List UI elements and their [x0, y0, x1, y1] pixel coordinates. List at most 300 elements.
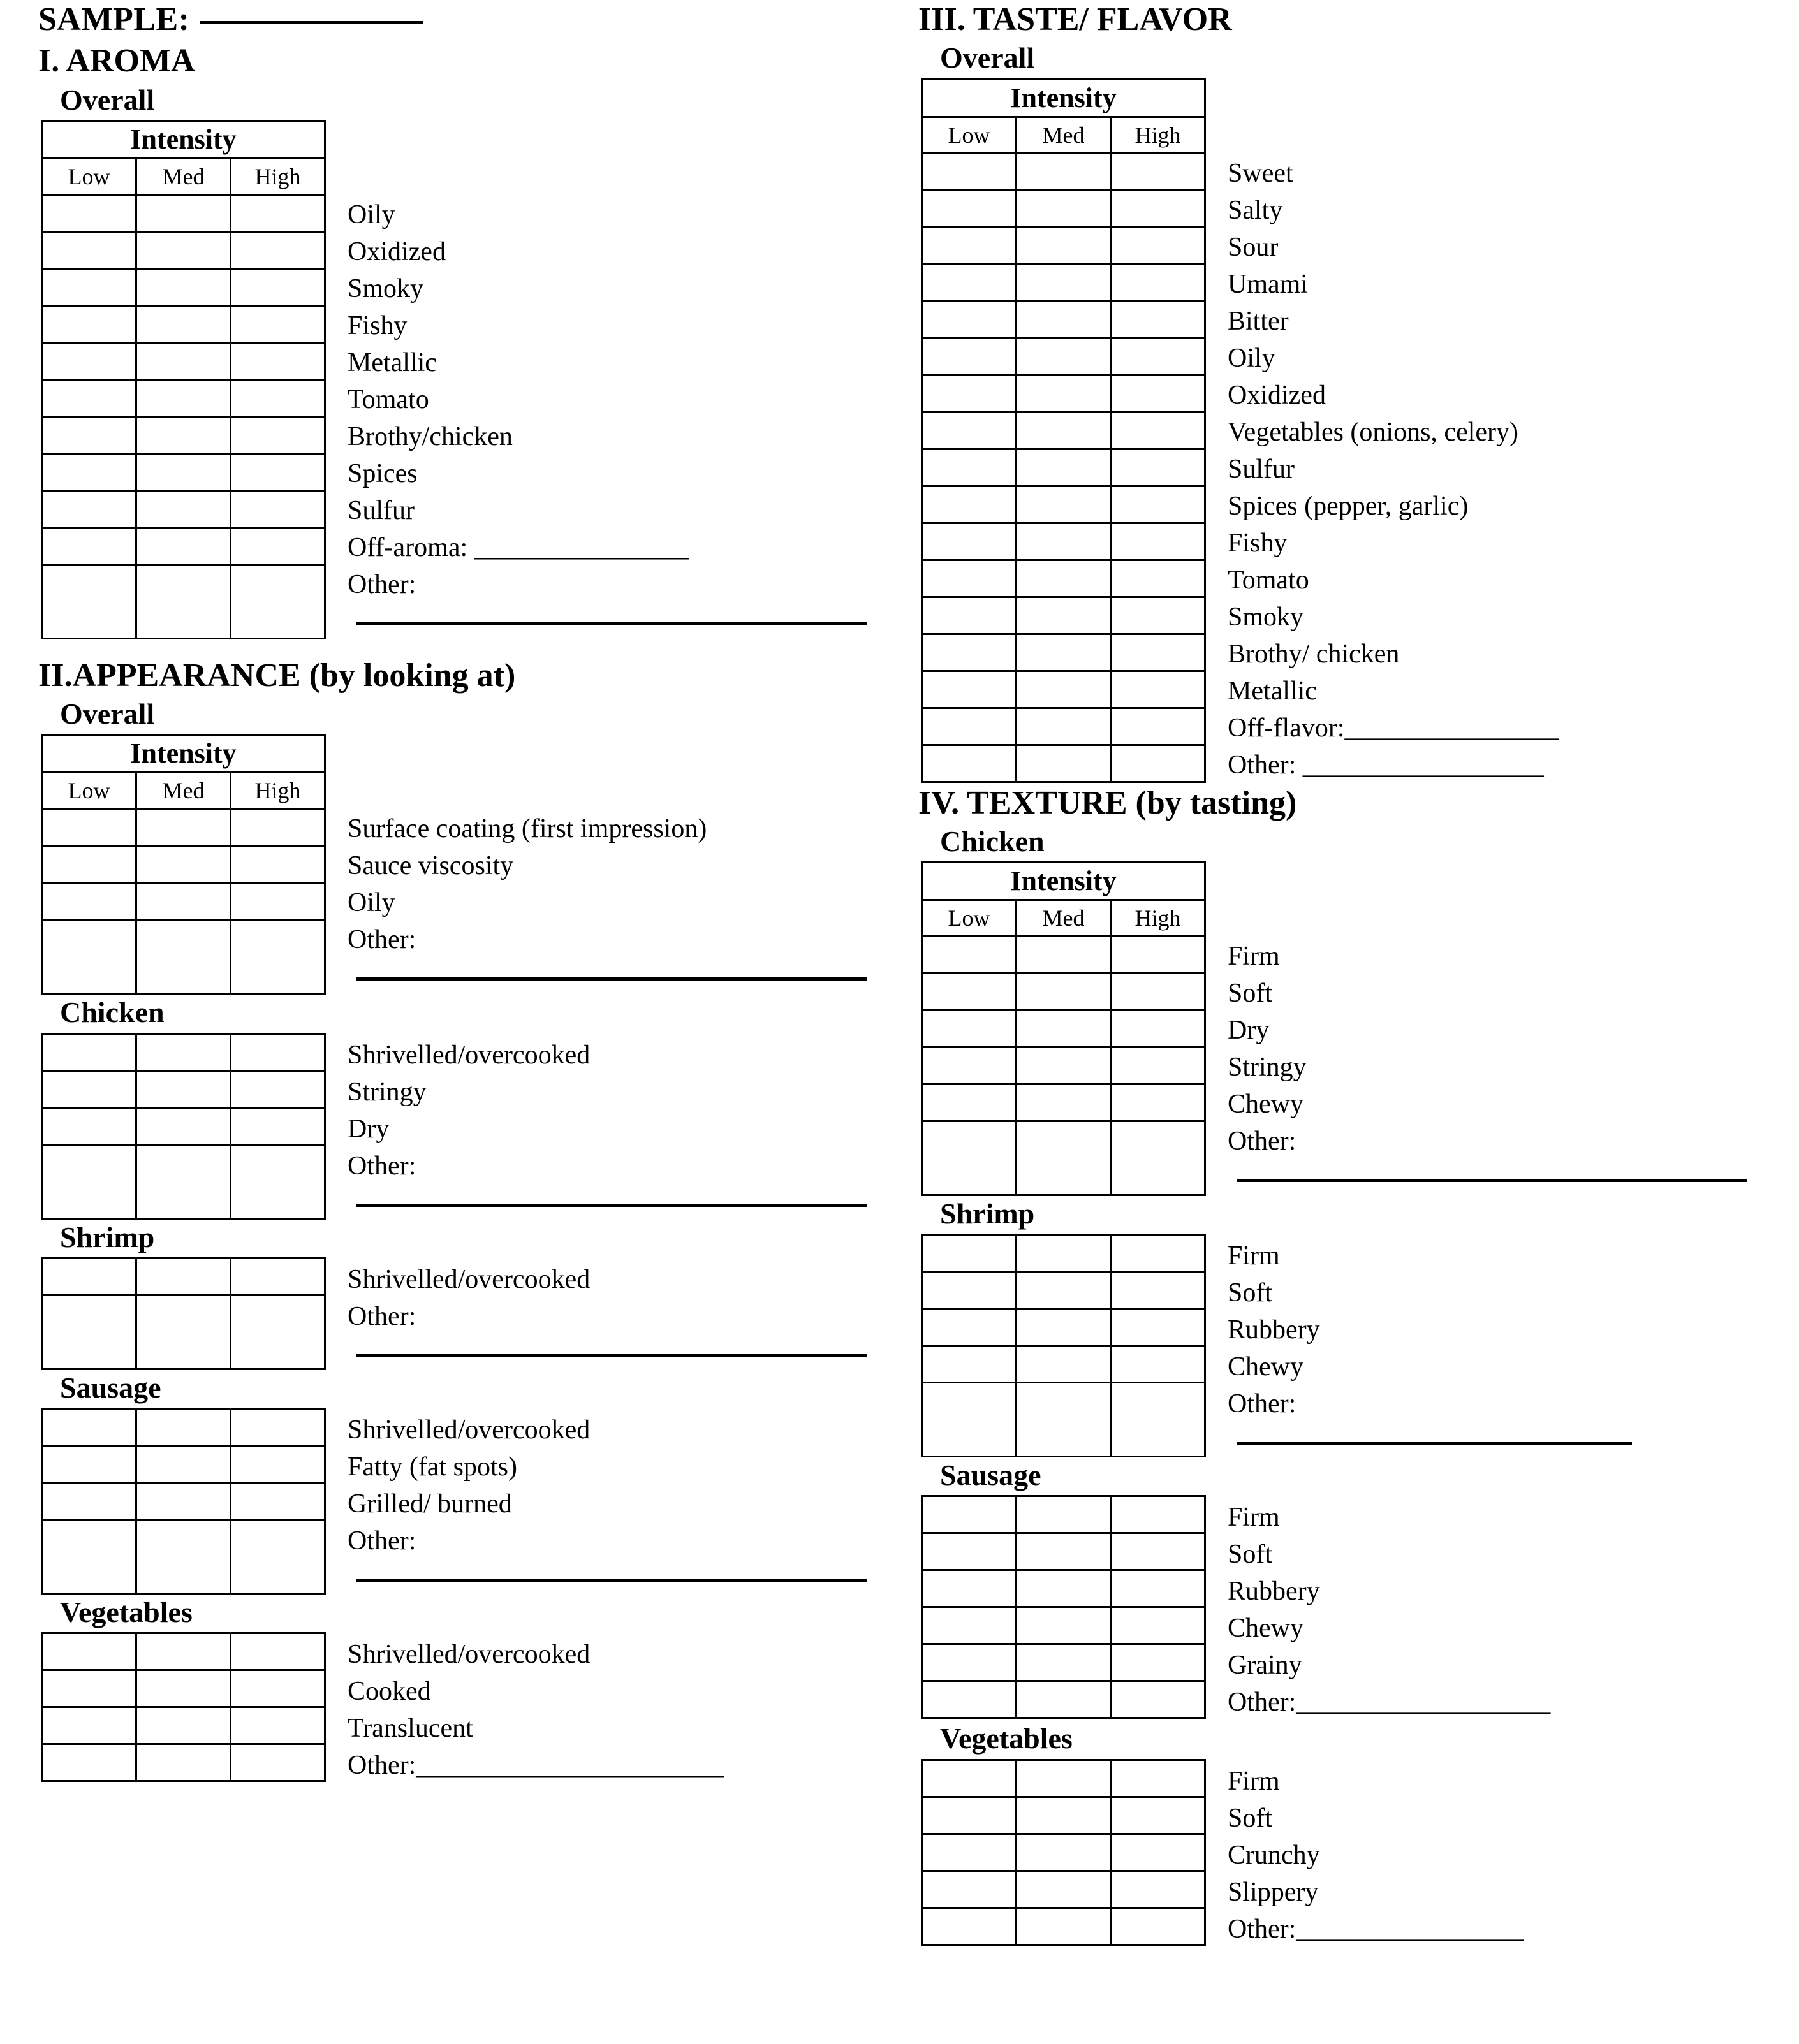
rating-cell-high[interactable] — [231, 1707, 325, 1744]
section-title-taste: III. TASTE/ FLAVOR — [918, 1, 1232, 38]
rating-cell-high[interactable] — [231, 564, 325, 638]
rating-cell-low[interactable] — [42, 1633, 136, 1670]
list-item-other[interactable]: Other:___________________ — [1228, 1688, 1551, 1718]
rating-cell-med[interactable] — [1017, 1121, 1111, 1195]
intensity-high-header: High — [1111, 117, 1205, 153]
appearance-sausage-labels — [326, 1408, 867, 1582]
rating-cell-high[interactable] — [231, 1483, 325, 1520]
sample-blank-line[interactable] — [200, 21, 423, 24]
rating-cell-low[interactable] — [922, 745, 1017, 782]
rating-cell-high[interactable] — [231, 1446, 325, 1483]
taste-intensity-grid[interactable] — [921, 78, 1206, 783]
rating-cell-med[interactable] — [1017, 1570, 1111, 1607]
appearance-vegetables-block — [38, 1632, 906, 1784]
rating-cell-low[interactable] — [42, 883, 136, 920]
table-row — [42, 1633, 325, 1670]
rating-cell-high[interactable] — [231, 416, 325, 453]
rating-cell-med[interactable] — [1017, 523, 1111, 560]
rating-cell-med[interactable] — [136, 1520, 231, 1594]
rating-cell-low[interactable] — [922, 1871, 1017, 1908]
rating-cell-low[interactable] — [922, 560, 1017, 597]
rating-cell-high[interactable] — [1111, 1011, 1205, 1048]
appearance-sausage-grid[interactable] — [41, 1408, 326, 1595]
rating-cell-med[interactable] — [136, 846, 231, 883]
list-item: Fatty (fat spots) — [348, 1452, 517, 1482]
rating-cell-med[interactable] — [136, 564, 231, 638]
rating-cell-med[interactable] — [1017, 1011, 1111, 1048]
rating-cell-high[interactable] — [231, 1144, 325, 1218]
list-item-other[interactable]: Other: __________________ — [1228, 750, 1544, 780]
rating-cell-high[interactable] — [1111, 1048, 1205, 1084]
rating-cell-high[interactable] — [1111, 449, 1205, 486]
rating-cell-med[interactable] — [136, 1144, 231, 1218]
rating-cell-high[interactable] — [1111, 1797, 1205, 1834]
rating-cell-med[interactable] — [136, 883, 231, 920]
rating-cell-high[interactable] — [1111, 1570, 1205, 1607]
rating-cell-low[interactable] — [42, 1258, 136, 1295]
rating-cell-low[interactable] — [42, 1483, 136, 1520]
table-row — [922, 1121, 1205, 1195]
rating-cell-med[interactable] — [1017, 1681, 1111, 1718]
rating-cell-high[interactable] — [231, 490, 325, 527]
rating-cell-high[interactable] — [231, 846, 325, 883]
appearance-chicken-grid[interactable] — [41, 1033, 326, 1220]
rating-cell-low[interactable] — [42, 1409, 136, 1446]
rating-cell-high[interactable] — [231, 1107, 325, 1144]
rating-cell-high[interactable] — [231, 453, 325, 490]
rating-cell-med[interactable] — [1017, 937, 1111, 974]
rating-cell-med[interactable] — [136, 1670, 231, 1707]
rating-cell-low[interactable] — [922, 671, 1017, 708]
section-title-aroma: I. AROMA — [38, 43, 195, 80]
aroma-intensity-grid[interactable] — [41, 120, 326, 639]
rating-cell-med[interactable] — [1017, 264, 1111, 301]
rating-cell-high[interactable] — [231, 883, 325, 920]
rating-cell-low[interactable] — [922, 1834, 1017, 1871]
rating-cell-high[interactable] — [231, 1033, 325, 1070]
table-row — [922, 412, 1205, 449]
rating-cell-low[interactable] — [922, 523, 1017, 560]
rating-cell-med[interactable] — [1017, 1533, 1111, 1570]
rating-cell-low[interactable] — [922, 1383, 1017, 1457]
rating-cell-med[interactable] — [1017, 1496, 1111, 1533]
list-item: Fishy — [1228, 528, 1288, 558]
texture-chicken-block — [918, 861, 1799, 1196]
rating-cell-high[interactable] — [231, 1633, 325, 1670]
other-write-in-line[interactable] — [356, 977, 867, 981]
list-item: Oily — [1228, 343, 1275, 373]
table-row — [42, 1144, 325, 1218]
list-item: Grilled/ burned — [348, 1489, 512, 1519]
table-row — [922, 1084, 1205, 1121]
rating-cell-med[interactable] — [1017, 375, 1111, 412]
rating-cell-low[interactable] — [922, 338, 1017, 375]
table-row — [42, 231, 325, 268]
rating-cell-high[interactable] — [1111, 523, 1205, 560]
rating-cell-high[interactable] — [231, 1070, 325, 1107]
table-row — [922, 1760, 1205, 1797]
rating-cell-low[interactable] — [922, 597, 1017, 634]
rating-cell-med[interactable] — [1017, 1272, 1111, 1309]
list-item: Oily — [348, 888, 395, 918]
rating-cell-high[interactable] — [1111, 486, 1205, 523]
rating-cell-high[interactable] — [1111, 1084, 1205, 1121]
rating-cell-high[interactable] — [1111, 1607, 1205, 1644]
sample-field-row — [38, 0, 906, 39]
rating-cell-high[interactable] — [1111, 190, 1205, 227]
rating-cell-low[interactable] — [42, 920, 136, 994]
rating-cell-med[interactable] — [1017, 301, 1111, 338]
rating-cell-med[interactable] — [1017, 190, 1111, 227]
rating-cell-med[interactable] — [1017, 1871, 1111, 1908]
texture-shrimp-grid[interactable] — [921, 1234, 1206, 1457]
appearance-sausage-block — [38, 1408, 906, 1595]
rating-cell-high[interactable] — [231, 527, 325, 564]
list-item: Oxidized — [1228, 380, 1326, 410]
rating-cell-low[interactable] — [922, 1309, 1017, 1346]
rating-cell-low[interactable] — [42, 1520, 136, 1594]
table-row — [922, 301, 1205, 338]
table-row — [922, 745, 1205, 782]
list-item: Rubbery — [1228, 1577, 1320, 1607]
list-item: Salty — [1228, 195, 1283, 225]
rating-cell-med[interactable] — [1017, 1346, 1111, 1383]
intensity-med-header: Med — [1017, 900, 1111, 937]
rating-cell-med[interactable] — [1017, 634, 1111, 671]
rating-cell-low[interactable] — [42, 1744, 136, 1781]
intensity-header: Intensity — [42, 735, 325, 773]
rating-cell-low[interactable] — [42, 305, 136, 342]
texture-sausage-labels — [1206, 1495, 1550, 1721]
rating-cell-low[interactable] — [922, 486, 1017, 523]
rating-cell-low[interactable] — [42, 1144, 136, 1218]
rating-cell-high[interactable] — [231, 379, 325, 416]
rating-cell-low[interactable] — [42, 342, 136, 379]
rating-cell-med[interactable] — [136, 1295, 231, 1369]
rating-cell-high[interactable] — [1111, 937, 1205, 974]
rating-cell-med[interactable] — [136, 1070, 231, 1107]
rating-cell-med[interactable] — [136, 1744, 231, 1781]
rating-cell-low[interactable] — [922, 1607, 1017, 1644]
list-item-off-aroma[interactable]: Off-aroma: ________________ — [348, 532, 689, 562]
rating-cell-med[interactable] — [1017, 597, 1111, 634]
rating-cell-med[interactable] — [136, 1483, 231, 1520]
rating-cell-low[interactable] — [922, 1084, 1017, 1121]
appearance-overall-grid[interactable] — [41, 734, 326, 995]
rating-cell-med[interactable] — [136, 379, 231, 416]
rating-cell-med[interactable] — [1017, 1908, 1111, 1945]
rating-cell-med[interactable] — [136, 809, 231, 846]
rating-cell-low[interactable] — [42, 1707, 136, 1744]
rating-cell-high[interactable] — [231, 809, 325, 846]
list-item: Smoky — [348, 274, 424, 303]
rating-cell-low[interactable] — [922, 1570, 1017, 1607]
rating-cell-high[interactable] — [231, 231, 325, 268]
rating-cell-med[interactable] — [136, 231, 231, 268]
rating-cell-high[interactable] — [1111, 1834, 1205, 1871]
rating-cell-low[interactable] — [922, 1346, 1017, 1383]
intensity-low-header: Low — [922, 117, 1017, 153]
rating-cell-low[interactable] — [922, 937, 1017, 974]
texture-sausage-grid[interactable] — [921, 1495, 1206, 1719]
rating-cell-med[interactable] — [136, 268, 231, 305]
list-item: Shrivelled/overcooked — [348, 1264, 591, 1294]
rating-cell-med[interactable] — [1017, 1607, 1111, 1644]
rating-cell-low[interactable] — [922, 1048, 1017, 1084]
table-row — [922, 264, 1205, 301]
list-item: Bitter — [1228, 306, 1289, 336]
rating-cell-high[interactable] — [1111, 708, 1205, 745]
rating-cell-low[interactable] — [42, 490, 136, 527]
rating-cell-low[interactable] — [922, 412, 1017, 449]
rating-cell-med[interactable] — [1017, 1644, 1111, 1681]
appearance-shrimp-grid[interactable] — [41, 1257, 326, 1370]
rating-cell-high[interactable] — [231, 1670, 325, 1707]
rating-cell-high[interactable] — [1111, 634, 1205, 671]
table-row — [922, 1834, 1205, 1871]
rating-cell-low[interactable] — [922, 1496, 1017, 1533]
table-row — [922, 1797, 1205, 1834]
table-row — [42, 305, 325, 342]
rating-cell-med[interactable] — [136, 194, 231, 231]
list-item: Sour — [1228, 232, 1279, 262]
rating-cell-med[interactable] — [1017, 708, 1111, 745]
rating-cell-med[interactable] — [1017, 560, 1111, 597]
rating-cell-high[interactable] — [1111, 1908, 1205, 1945]
list-item: Chewy — [1228, 1352, 1303, 1382]
rating-cell-low[interactable] — [42, 527, 136, 564]
list-item: Dry — [348, 1114, 390, 1144]
rating-cell-med[interactable] — [1017, 1048, 1111, 1084]
list-item: Slippery — [1228, 1877, 1319, 1907]
rating-cell-med[interactable] — [1017, 671, 1111, 708]
rating-cell-high[interactable] — [1111, 338, 1205, 375]
rating-cell-med[interactable] — [136, 920, 231, 994]
appearance-shrimp-block — [38, 1257, 906, 1370]
table-row — [922, 634, 1205, 671]
appearance-shrimp-labels — [326, 1257, 867, 1357]
table-row — [42, 564, 325, 638]
rating-cell-low[interactable] — [42, 453, 136, 490]
rating-cell-high[interactable] — [231, 305, 325, 342]
rating-cell-high[interactable] — [1111, 1760, 1205, 1797]
rating-cell-high[interactable] — [1111, 1235, 1205, 1272]
list-item-other: Other: — [1228, 1389, 1296, 1419]
table-row — [922, 1644, 1205, 1681]
list-item: Soft — [1228, 1278, 1273, 1308]
rating-cell-low[interactable] — [922, 1681, 1017, 1718]
rating-cell-high[interactable] — [1111, 560, 1205, 597]
list-item: Tomato — [348, 384, 429, 414]
texture-chicken-grid[interactable] — [921, 861, 1206, 1196]
rating-cell-low[interactable] — [42, 809, 136, 846]
rating-cell-high[interactable] — [1111, 1121, 1205, 1195]
rating-cell-low[interactable] — [922, 1235, 1017, 1272]
rating-cell-low[interactable] — [922, 375, 1017, 412]
list-item: Shrivelled/overcooked — [348, 1415, 591, 1445]
rating-cell-low[interactable] — [42, 194, 136, 231]
rating-cell-low[interactable] — [922, 301, 1017, 338]
rating-cell-high[interactable] — [231, 342, 325, 379]
rating-cell-low[interactable] — [922, 264, 1017, 301]
texture-vegetables-grid[interactable] — [921, 1759, 1206, 1946]
table-row — [922, 1607, 1205, 1644]
table-row — [922, 523, 1205, 560]
rating-cell-med[interactable] — [1017, 227, 1111, 264]
other-write-in-line[interactable] — [1237, 1179, 1747, 1182]
rating-cell-med[interactable] — [136, 1707, 231, 1744]
rating-cell-med[interactable] — [136, 1033, 231, 1070]
rating-cell-low[interactable] — [42, 268, 136, 305]
rating-cell-high[interactable] — [231, 1258, 325, 1295]
rating-cell-med[interactable] — [1017, 412, 1111, 449]
rating-cell-med[interactable] — [1017, 745, 1111, 782]
other-write-in-line[interactable] — [356, 1579, 867, 1582]
rating-cell-high[interactable] — [1111, 1309, 1205, 1346]
rating-cell-high[interactable] — [1111, 1496, 1205, 1533]
rating-cell-high[interactable] — [1111, 1272, 1205, 1309]
section-title-texture: IV. TEXTURE (by tasting) — [918, 784, 1297, 821]
rating-cell-med[interactable] — [1017, 1309, 1111, 1346]
rating-cell-low[interactable] — [42, 231, 136, 268]
table-row — [42, 379, 325, 416]
rating-cell-low[interactable] — [922, 974, 1017, 1011]
table-row — [922, 449, 1205, 486]
appearance-vegetables-labels — [326, 1632, 724, 1784]
rating-cell-high[interactable] — [1111, 974, 1205, 1011]
rating-cell-med[interactable] — [1017, 1235, 1111, 1272]
rating-cell-low[interactable] — [42, 379, 136, 416]
rating-cell-high[interactable] — [231, 1744, 325, 1781]
other-write-in-line[interactable] — [356, 1204, 867, 1207]
table-row — [922, 486, 1205, 523]
table-row — [922, 1383, 1205, 1457]
rating-cell-med[interactable] — [136, 342, 231, 379]
list-item: Soft — [1228, 1540, 1273, 1570]
rating-cell-low[interactable] — [922, 1644, 1017, 1681]
rating-cell-med[interactable] — [1017, 338, 1111, 375]
rating-cell-high[interactable] — [231, 1520, 325, 1594]
rating-cell-high[interactable] — [1111, 671, 1205, 708]
rating-cell-low[interactable] — [922, 1011, 1017, 1048]
list-item-off-flavor[interactable]: Off-flavor:________________ — [1228, 713, 1559, 743]
other-write-in-line[interactable] — [356, 1354, 867, 1357]
rating-cell-low[interactable] — [922, 449, 1017, 486]
rating-cell-high[interactable] — [1111, 1383, 1205, 1457]
rating-cell-high[interactable] — [231, 268, 325, 305]
rating-cell-high[interactable] — [1111, 1346, 1205, 1383]
rating-cell-med[interactable] — [136, 416, 231, 453]
rating-cell-low[interactable] — [42, 1295, 136, 1369]
rating-cell-low[interactable] — [922, 1908, 1017, 1945]
rating-cell-med[interactable] — [1017, 1383, 1111, 1457]
rating-cell-high[interactable] — [1111, 1644, 1205, 1681]
rating-cell-med[interactable] — [1017, 1760, 1111, 1797]
rating-cell-med[interactable] — [1017, 486, 1111, 523]
rating-cell-high[interactable] — [1111, 1871, 1205, 1908]
rating-cell-low[interactable] — [42, 1033, 136, 1070]
rating-cell-high[interactable] — [1111, 1681, 1205, 1718]
taste-attribute-labels — [1206, 78, 1559, 784]
rating-cell-high[interactable] — [1111, 412, 1205, 449]
rating-cell-low[interactable] — [922, 1121, 1017, 1195]
rating-cell-low[interactable] — [922, 153, 1017, 190]
rating-cell-low[interactable] — [42, 1070, 136, 1107]
other-write-in-line[interactable] — [1237, 1442, 1632, 1445]
rating-cell-high[interactable] — [231, 194, 325, 231]
list-item: Firm — [1228, 1766, 1280, 1796]
rating-cell-low[interactable] — [922, 1760, 1017, 1797]
rating-cell-high[interactable] — [231, 1409, 325, 1446]
rating-cell-med[interactable] — [1017, 153, 1111, 190]
rating-cell-low[interactable] — [922, 708, 1017, 745]
rating-cell-low[interactable] — [42, 1446, 136, 1483]
rating-cell-med[interactable] — [136, 1107, 231, 1144]
table-row — [42, 1446, 325, 1483]
rating-cell-low[interactable] — [42, 846, 136, 883]
rating-cell-low[interactable] — [922, 634, 1017, 671]
rating-cell-high[interactable] — [1111, 153, 1205, 190]
texture-chicken-labels — [1206, 861, 1747, 1182]
rating-cell-med[interactable] — [136, 1258, 231, 1295]
rating-cell-med[interactable] — [1017, 1084, 1111, 1121]
rating-cell-high[interactable] — [231, 1295, 325, 1369]
rating-cell-high[interactable] — [1111, 264, 1205, 301]
table-row — [42, 194, 325, 231]
rating-cell-med[interactable] — [136, 305, 231, 342]
rating-cell-low[interactable] — [922, 1797, 1017, 1834]
rating-cell-med[interactable] — [1017, 1797, 1111, 1834]
rating-cell-high[interactable] — [231, 920, 325, 994]
rating-cell-high[interactable] — [1111, 597, 1205, 634]
rating-cell-high[interactable] — [1111, 227, 1205, 264]
rating-cell-high[interactable] — [1111, 745, 1205, 782]
rating-cell-med[interactable] — [136, 1633, 231, 1670]
taste-group-overall-label: Overall — [940, 41, 1035, 75]
table-row — [922, 1048, 1205, 1084]
list-item: Spices (pepper, garlic) — [1228, 491, 1469, 521]
rating-cell-low[interactable] — [42, 1670, 136, 1707]
rating-cell-med[interactable] — [1017, 449, 1111, 486]
rating-cell-high[interactable] — [1111, 301, 1205, 338]
table-row — [42, 490, 325, 527]
rating-cell-med[interactable] — [136, 490, 231, 527]
rating-cell-low[interactable] — [922, 1272, 1017, 1309]
other-write-in-line[interactable] — [356, 622, 867, 625]
list-item: Rubbery — [1228, 1315, 1320, 1345]
aroma-attribute-labels — [326, 120, 867, 625]
rating-cell-med[interactable] — [136, 1446, 231, 1483]
list-item-other: Other: — [348, 925, 416, 955]
rating-cell-med[interactable] — [136, 453, 231, 490]
rating-cell-high[interactable] — [1111, 375, 1205, 412]
rating-cell-med[interactable] — [1017, 974, 1111, 1011]
rating-cell-low[interactable] — [922, 190, 1017, 227]
rating-cell-low[interactable] — [42, 416, 136, 453]
list-item: Sweet — [1228, 158, 1293, 188]
rating-cell-low[interactable] — [922, 227, 1017, 264]
rating-cell-low[interactable] — [42, 564, 136, 638]
rating-cell-high[interactable] — [1111, 1533, 1205, 1570]
appearance-vegetables-grid[interactable] — [41, 1632, 326, 1782]
rating-cell-low[interactable] — [922, 1533, 1017, 1570]
rating-cell-low[interactable] — [42, 1107, 136, 1144]
rating-cell-med[interactable] — [1017, 1834, 1111, 1871]
rating-cell-med[interactable] — [136, 1409, 231, 1446]
list-item-other[interactable]: Other:_________________ — [1228, 1914, 1524, 1944]
rating-cell-med[interactable] — [136, 527, 231, 564]
list-item-other[interactable]: Other:_______________________ — [348, 1751, 724, 1781]
